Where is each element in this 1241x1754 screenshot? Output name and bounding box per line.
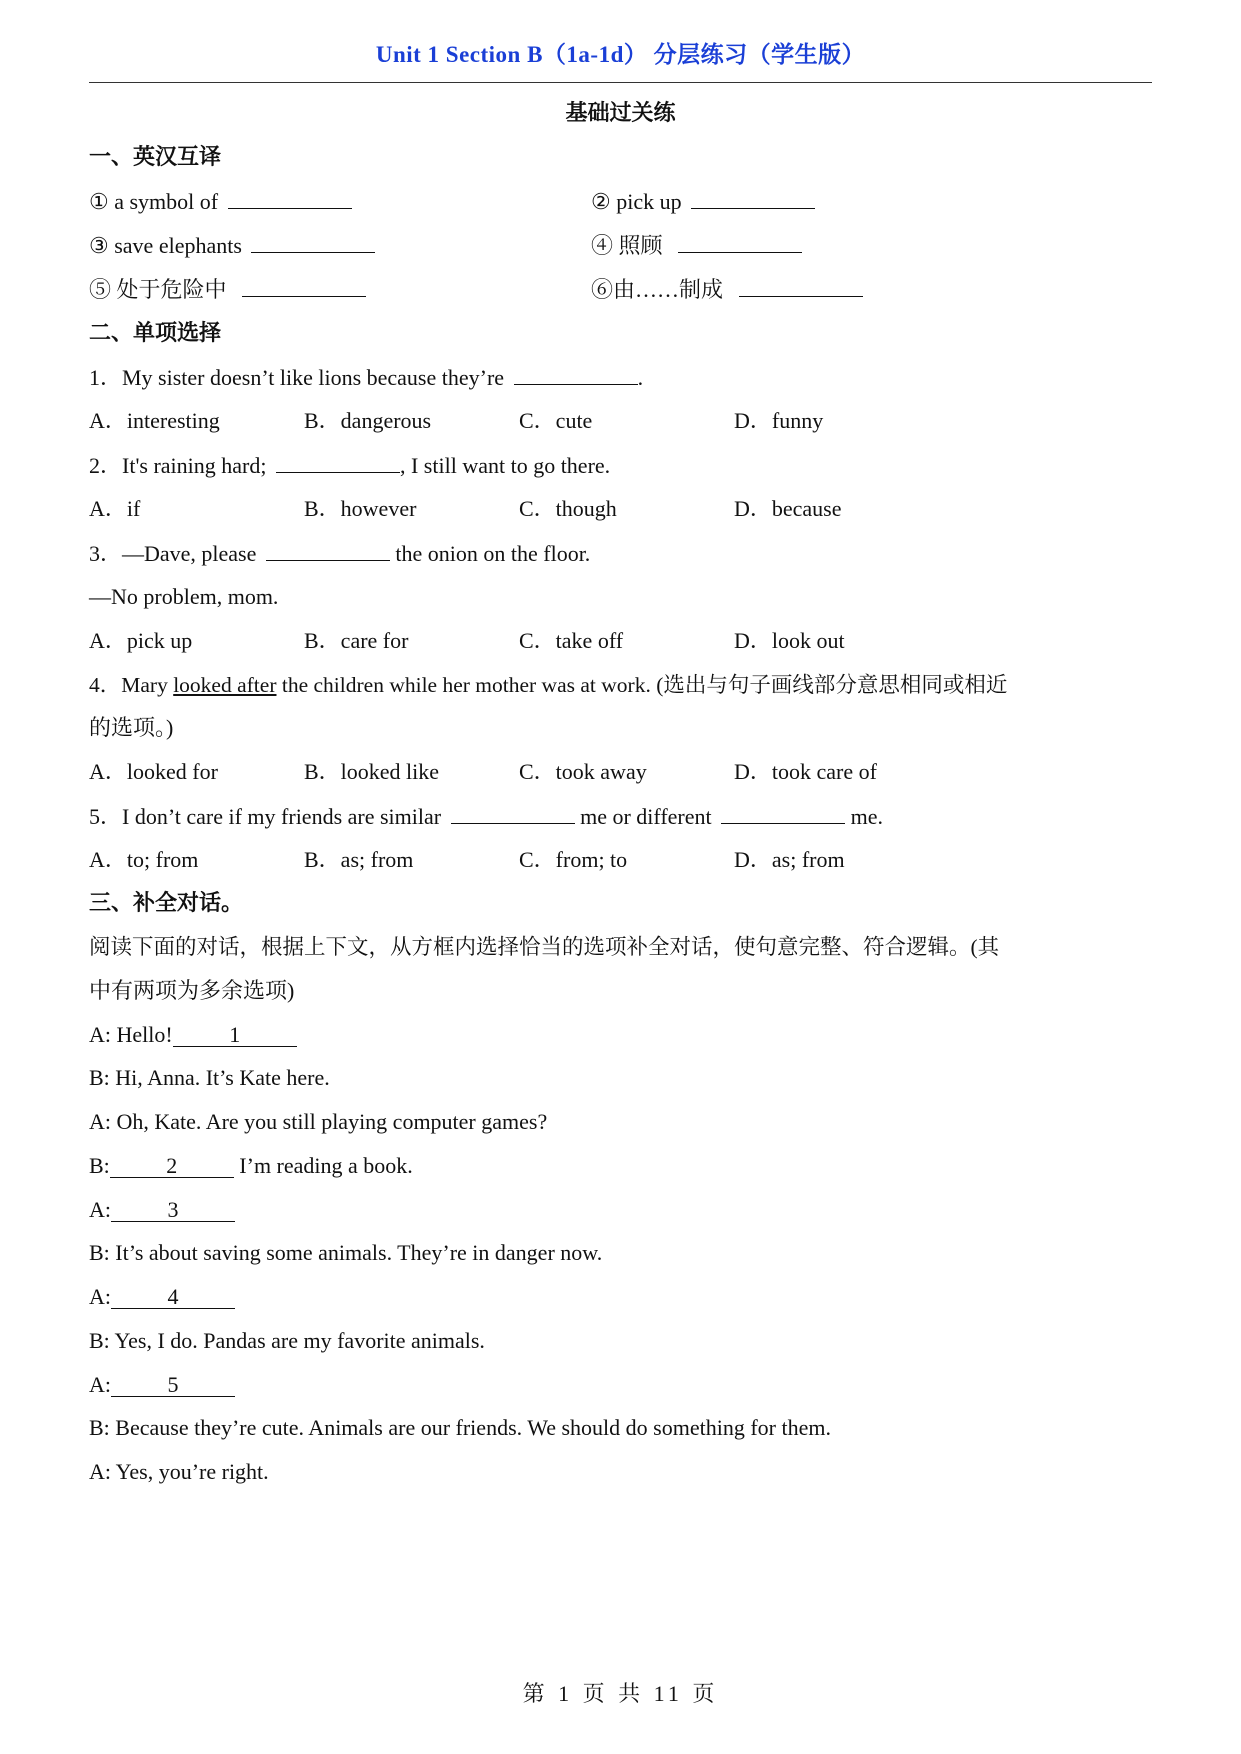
question-2-options — [89, 494, 1152, 524]
numbered-blank-5[interactable]: 5 — [111, 1370, 235, 1397]
option-a[interactable]: A．looked for — [89, 759, 218, 784]
translation-item-3 — [89, 230, 375, 260]
question-text: 5．I don’t care if my friends are similar — [89, 804, 442, 829]
option-a[interactable]: A．interesting — [89, 408, 220, 433]
answer-blank[interactable] — [242, 274, 366, 297]
dialogue-line-5 — [89, 1195, 235, 1225]
section3-heading: 三、补全对话。 — [89, 890, 244, 915]
option-a[interactable]: A．pick up — [89, 628, 193, 653]
answer-blank[interactable] — [739, 274, 863, 297]
numbered-blank-1[interactable]: 1 — [173, 1020, 297, 1047]
option-a[interactable]: A．if — [89, 496, 141, 521]
dialogue-line-9 — [89, 1370, 235, 1400]
question-5-options — [89, 845, 1152, 875]
question-text: 4．Mary — [89, 673, 174, 697]
section2-heading: 二、单项选择 — [89, 320, 222, 345]
translation-item-2 — [591, 186, 815, 216]
answer-blank[interactable] — [691, 186, 815, 209]
page-header-title: Unit 1 Section B（1a-1d） 分层练习（学生版） — [375, 42, 866, 67]
answer-blank[interactable] — [251, 230, 375, 253]
numbered-blank-3[interactable]: 3 — [111, 1195, 235, 1222]
dialogue-text: A: Hello! — [89, 1022, 173, 1047]
item-label: ④ 照顾 — [591, 233, 663, 258]
option-b[interactable]: B．dangerous — [304, 408, 432, 433]
dialogue-line-2: B: Hi, Anna. It’s Kate here. — [89, 1065, 330, 1090]
option-a[interactable]: A．to; from — [89, 847, 199, 872]
page-number-footer: 第 1 页 共 11 页 — [522, 1681, 719, 1706]
question-1-options — [89, 406, 1152, 436]
section3-instruction: 阅读下面的对话，根据上下文，从方框内选择恰当的选项补全对话，使句意完整、符合逻辑。(其 — [89, 935, 1000, 959]
section3-instruction-continued: 中有两项为多余选项) — [89, 978, 295, 1003]
question-4-options — [89, 757, 1152, 787]
dialogue-line-6: B: It’s about saving some animals. They’re in danger now. — [89, 1240, 603, 1265]
option-d[interactable]: D．because — [734, 496, 842, 521]
item-label: ① a symbol of — [89, 189, 219, 214]
answer-blank[interactable] — [266, 538, 390, 561]
translation-item-6 — [591, 274, 863, 304]
question-text-end: the onion on the floor. — [395, 541, 591, 566]
option-c[interactable]: C．though — [519, 496, 617, 521]
dialogue-line-4 — [89, 1151, 413, 1181]
option-b[interactable]: B．looked like — [304, 759, 440, 784]
question-text: 2．It's raining hard; — [89, 453, 267, 478]
item-label: ② pick up — [591, 189, 682, 214]
option-b[interactable]: B．as; from — [304, 847, 414, 872]
answer-blank[interactable] — [721, 801, 845, 824]
option-c[interactable]: C．take off — [519, 628, 624, 653]
question-2 — [89, 450, 610, 480]
question-1 — [89, 362, 643, 392]
question-3-reply: —No problem, mom. — [89, 584, 279, 609]
option-c[interactable]: C．from; to — [519, 847, 628, 872]
question-text-end: . — [637, 365, 644, 390]
option-b[interactable]: B．care for — [304, 628, 409, 653]
question-text: 1．My sister doesn’t like lions because they’re — [89, 365, 505, 390]
answer-blank[interactable] — [451, 801, 575, 824]
header-divider — [89, 82, 1152, 83]
translation-item-4 — [591, 230, 802, 260]
dialogue-text-end: I’m reading a book. — [233, 1153, 413, 1178]
subtitle: 基础过关练 — [565, 100, 676, 125]
question-3 — [89, 538, 590, 568]
item-label: ⑤ 处于危险中 — [89, 277, 227, 302]
question-text: 3．—Dave, please — [89, 541, 257, 566]
question-text-mid: me or different — [580, 804, 712, 829]
question-text-end: me. — [850, 804, 884, 829]
dialogue-line-10: B: Because they’re cute. Animals are our friends. We should do something for them. — [89, 1415, 831, 1440]
dialogue-line-3: A: Oh, Kate. Are you still playing computer games? — [89, 1109, 548, 1134]
answer-blank[interactable] — [276, 450, 400, 473]
numbered-blank-2[interactable]: 2 — [110, 1151, 234, 1178]
option-c[interactable]: C．took away — [519, 759, 647, 784]
dialogue-line-7 — [89, 1282, 235, 1312]
dialogue-line-11: A: Yes, you’re right. — [89, 1459, 269, 1484]
dialogue-line-8: B: Yes, I do. Pandas are my favorite animals. — [89, 1328, 485, 1353]
question-3-options — [89, 626, 1152, 656]
dialogue-text: B: — [89, 1153, 110, 1178]
answer-blank[interactable] — [678, 230, 802, 253]
question-5 — [89, 801, 883, 831]
option-d[interactable]: D．took care of — [734, 759, 877, 784]
question-4 — [89, 670, 1007, 700]
question-text-end: , I still want to go there. — [399, 453, 611, 478]
translation-item-1 — [89, 186, 352, 216]
option-b[interactable]: B．however — [304, 496, 417, 521]
section1-heading: 一、英汉互译 — [89, 144, 222, 169]
dialogue-text: A: — [89, 1197, 111, 1222]
item-label: ⑥由……制成 — [591, 277, 724, 302]
underlined-phrase: looked after — [173, 673, 277, 697]
worksheet-page — [89, 0, 1152, 1754]
answer-blank[interactable] — [228, 186, 352, 209]
question-text-end: the children while her mother was at work. (选出与句子画线部分意思相同或相近 — [276, 673, 1008, 697]
answer-blank[interactable] — [514, 362, 638, 385]
dialogue-text: A: — [89, 1372, 111, 1397]
option-d[interactable]: D．funny — [734, 408, 824, 433]
dialogue-text: A: — [89, 1284, 111, 1309]
numbered-blank-4[interactable]: 4 — [111, 1282, 235, 1309]
option-c[interactable]: C．cute — [519, 408, 593, 433]
item-label: ③ save elephants — [89, 233, 242, 258]
question-4-continued: 的选项。) — [89, 715, 174, 740]
translation-item-5 — [89, 274, 366, 304]
option-d[interactable]: D．as; from — [734, 847, 845, 872]
option-d[interactable]: D．look out — [734, 628, 845, 653]
dialogue-line-1 — [89, 1020, 297, 1050]
